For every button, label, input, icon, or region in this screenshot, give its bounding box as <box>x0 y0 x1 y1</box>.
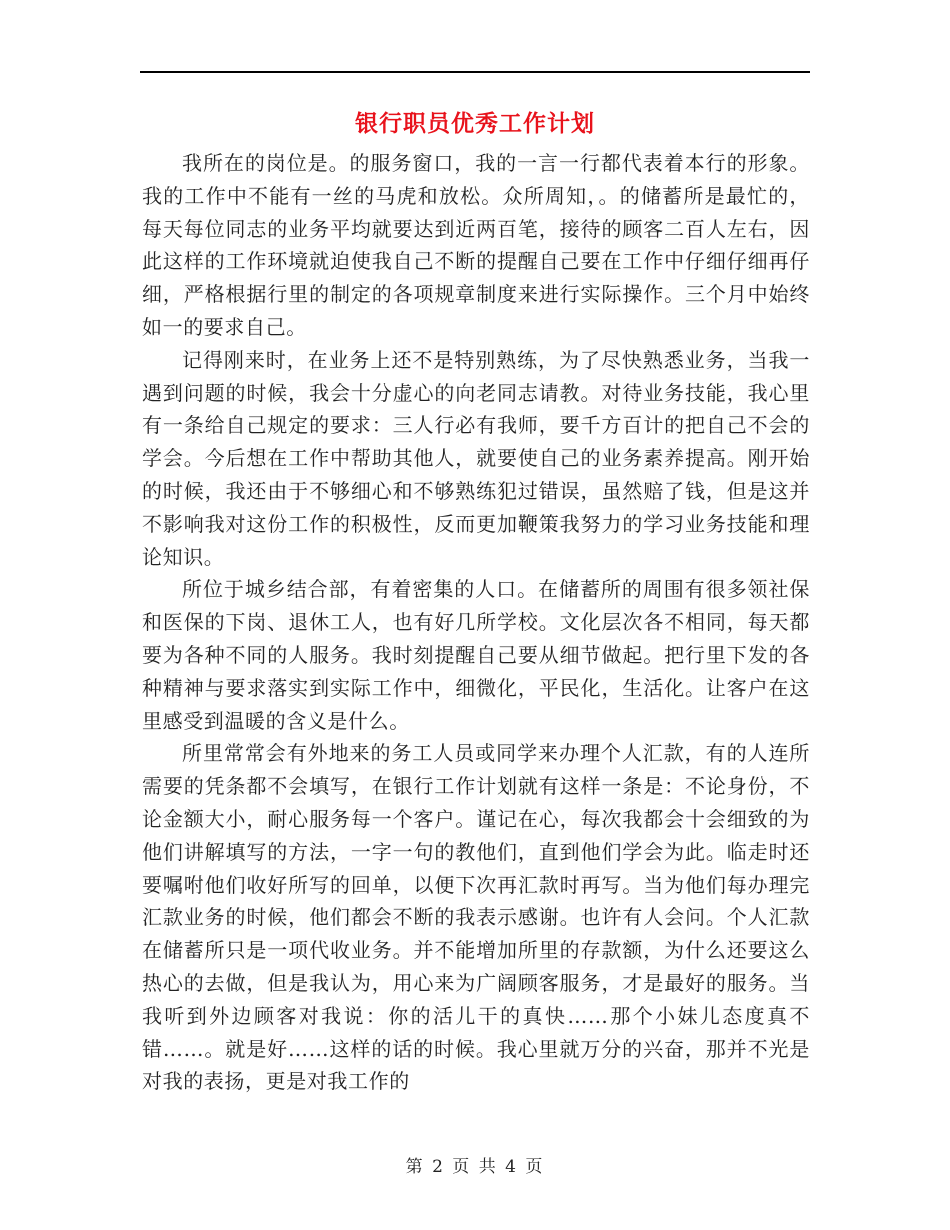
header-rule <box>140 71 810 73</box>
page-number: 第 2 页 共 4 页 <box>405 1157 545 1177</box>
document-body <box>142 147 810 1098</box>
paragraph: 所位于城乡结合部，有着密集的人口。在储蓄所的周围有很多领社保和医保的下岗、退休工人，也有好几所学校。文化层次各不相同，每天都要为各种不同的人服务。我时刻提醒自己要从细节做起。把行里下发的各种精神与要求落实到实际工作中，细微化，平民化，生活化。让客户在这里感受到温暖的含义是什么。 <box>142 577 810 733</box>
paragraph: 我所在的岗位是。的服务窗口，我的一言一行都代表着本行的形象。我的工作中不能有一丝的马虎和放松。众所周知，。的储蓄所是最忙的，每天每位同志的业务平均就要达到近两百笔，接待的顾客二百人左右，因此这样的工作环境就迫使我自己不断的提醒自己要在工作中仔细仔细再仔细，严格根据行里的制定的各项规章制度来进行实际操作。三个月中始终如一的要求自己。 <box>142 151 810 339</box>
paragraph: 所里常常会有外地来的务工人员或同学来办理个人汇款，有的人连所需要的凭条都不会填写，在银行工作计划就有这样一条是：不论身份，不论金额大小，耐心服务每一个客户。谨记在心，每次我都会十会细致的为他们讲解填写的方法，一字一句的教他们，直到他们学会为此。临走时还要嘱咐他们收好所写的回单，以便下次再汇款时再写。当为他们每办理完汇款业务的时候，他们都会不断的我表示感谢。也许有人会问。个人汇款在储蓄所只是一项代收业务。并不能增加所里的存款额，为什么还要这么热心的去做，但是我认为，用心来为广阔顾客服务，才是最好的服务。当我听到外边顾客对我说：你的活儿干的真快……那个小妹儿态度真不错……。就是好……这样的话的时候。我心里就万分的兴奋，那并不光是对我的表扬，更是对我工作的 <box>142 741 810 1094</box>
paragraph: 记得刚来时，在业务上还不是特别熟练，为了尽快熟悉业务，当我一遇到问题的时候，我会十分虚心的向老同志请教。对待业务技能，我心里有一条给自己规定的要求：三人行必有我师，要千方百计的把自己不会的学会。今后想在工作中帮助其他人，就要使自己的业务素养提高。刚开始的时候，我还由于不够细心和不够熟练犯过错误，虽然赔了钱，但是这并不影响我对这份工作的积极性，反而更加鞭策我努力的学习业务技能和理论知识。 <box>142 347 810 569</box>
document-title: 银行职员优秀工作计划 <box>355 110 595 137</box>
